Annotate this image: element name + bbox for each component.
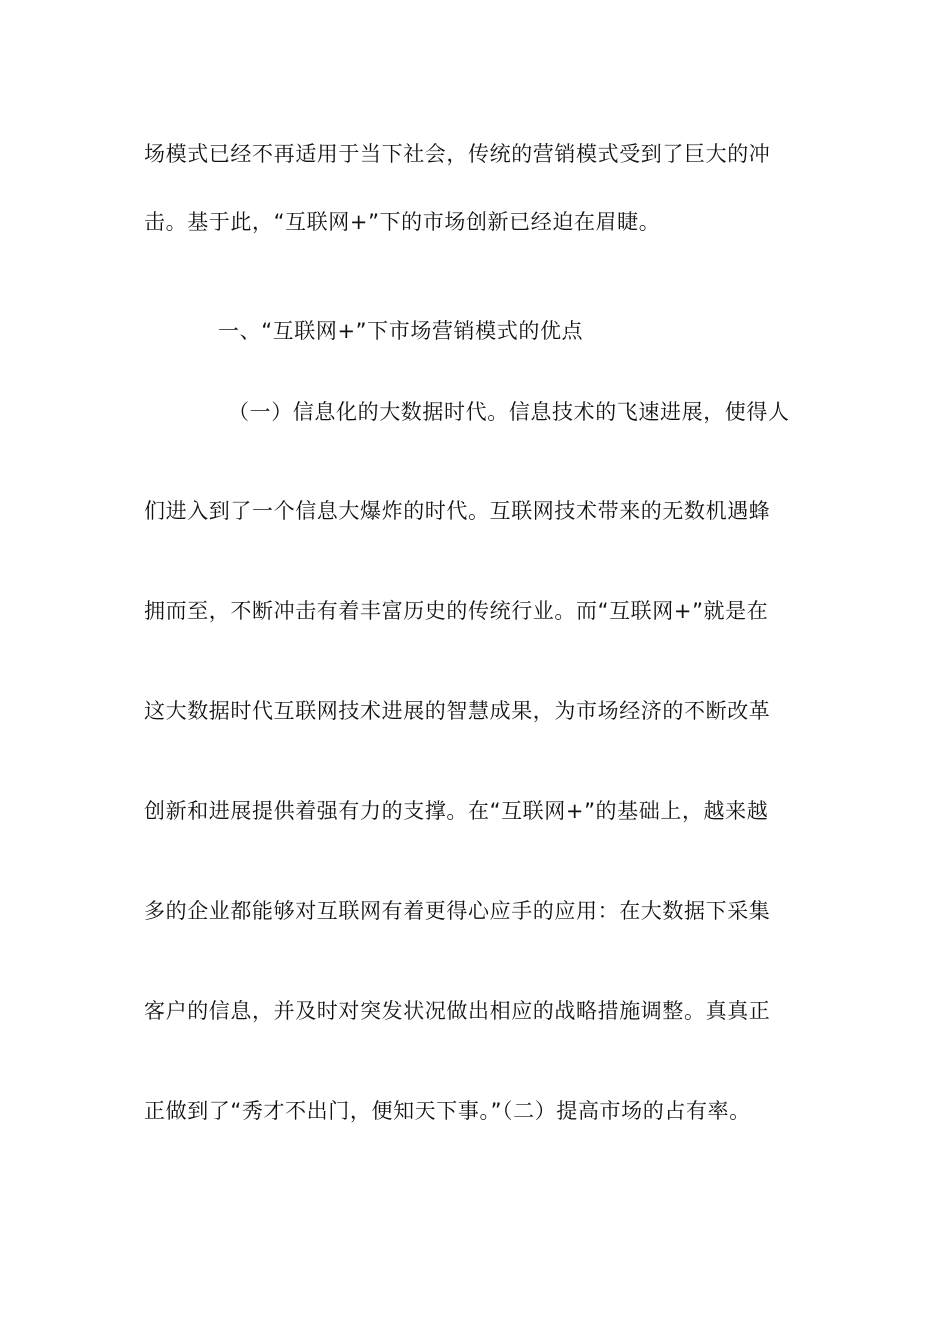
paragraph-line-3: 们进入到了一个信息大爆炸的时代。互联网技术带来的无数机遇蜂 [144,499,771,523]
paragraph-line-8: 客户的信息，并及时对突发状况做出相应的战略措施调整。真真正 [144,999,771,1023]
paragraph-line-4: 拥而至，不断冲击有着丰富历史的传统行业。而“互联网+”就是在 [144,599,769,623]
paragraph-line-1: 场模式已经不再适用于当下社会，传统的营销模式受到了巨大的冲 [144,142,771,166]
paragraph-line-9: 正做到了“秀才不出门，便知天下事。”（二）提高市场的占有率。 [144,1099,751,1123]
subsection-line-1: （一）信息化的大数据时代。信息技术的飞速进展，使得人 [228,400,790,424]
paragraph-line-2: 击。基于此，“互联网+”下的市场创新已经迫在眉睫。 [144,210,661,234]
paragraph-line-6: 创新和进展提供着强有力的支撑。在“互联网+”的基础上，越来越 [144,799,769,823]
section-heading: 一、“互联网+”下市场营销模式的优点 [218,319,584,343]
paragraph-line-5: 这大数据时代互联网技术进展的智慧成果，为市场经济的不断改革 [144,699,771,723]
paragraph-line-7: 多的企业都能够对互联网有着更得心应手的应用：在大数据下采集 [144,899,771,923]
